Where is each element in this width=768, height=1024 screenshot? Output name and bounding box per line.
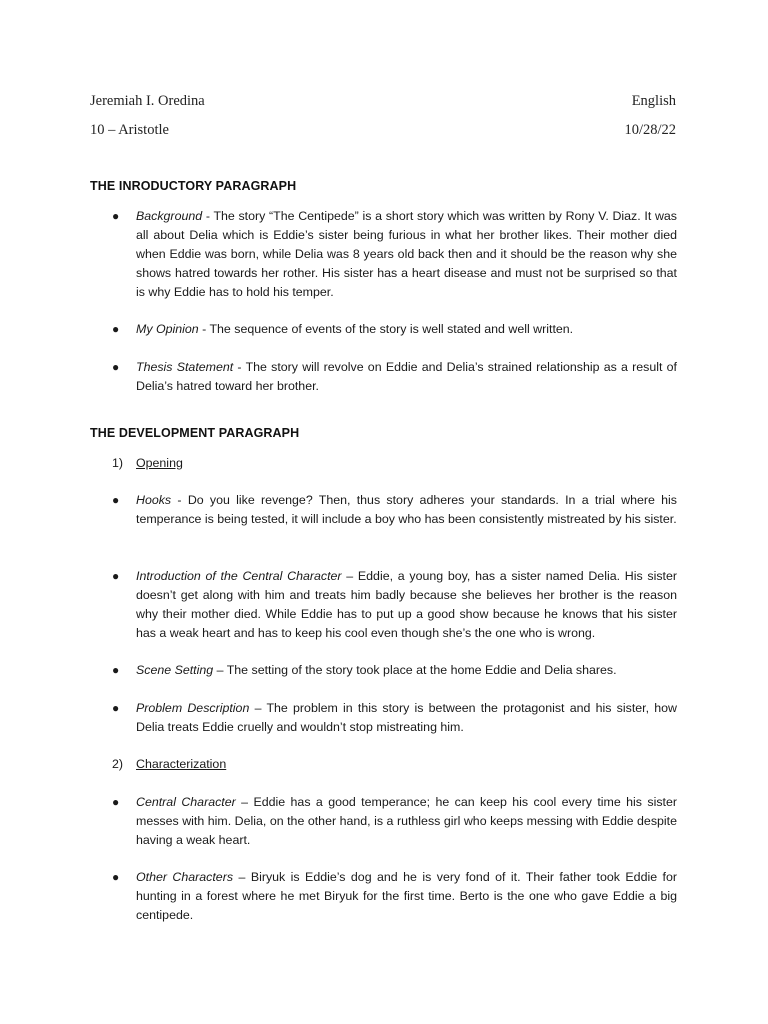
bullet-icon: ● [112,701,120,715]
bullet-icon: ● [112,870,120,884]
item-text: The problem in this story is between the protagonist and his sister, how Delia treats Eddie cruelly and wouldn’t stop mistreating him. [136,701,677,734]
item-label: Introduction of the Central Character [136,569,342,583]
intro-heading: THE INRODUCTORY PARAGRAPH [90,179,297,193]
item-text: Do you like revenge? Then, thus story adheres your standards. In a trial where his temperance is being tested, it will include a boy who has been consistently mistreated by his sister. [136,493,677,526]
bullet-icon: ● [112,663,120,677]
item-label: Central Character [136,795,236,809]
development-heading: THE DEVELOPMENT PARAGRAPH [90,426,300,440]
list-item-problem-description [90,699,677,737]
item-label: Background [136,209,203,223]
item-label: Problem Description [136,701,250,715]
item-separator: - [202,209,214,223]
item-separator: - [198,322,210,336]
item-separator: – [341,569,358,583]
item-separator: – [249,701,267,715]
item-text: The setting of the story took place at the home Eddie and Delia shares. [226,663,617,677]
bullet-icon: ● [112,322,120,336]
section-number: 2) [112,757,124,771]
list-item-central-character-intro [90,567,677,643]
list-item-scene-setting [90,661,677,680]
item-label: My Opinion [136,322,199,336]
item-text: The story will revolve on Eddie and Delia’s strained relationship as a result of Delia’s hatred toward her brother. [136,360,677,393]
item-label: Hooks [136,493,172,507]
item-label: Scene Setting [136,663,214,677]
item-text: Biryuk is Eddie’s dog and he is very fond of it. Their father took Eddie for hunting in a forest where he met Biryuk for the first time. Berto is the one who gave Eddie a big centipede. [136,870,678,922]
item-text: Eddie has a good temperance; he can keep his cool every time his sister messes with him. Delia, on the other hand, is a ruthless girl who keeps messing with Eddie despite having a weak heart. [136,795,677,847]
bullet-icon: ● [112,569,120,583]
item-separator: - [171,493,188,507]
bullet-icon: ● [112,795,120,809]
bullet-icon: ● [112,209,120,223]
item-text: Eddie, a young boy, has a sister named Delia. His sister doesn’t get along with him and treats him badly because she believes her brother is the reason why their mother died. While Eddie has to put up a good show because he knows that his sister has a weak heart and has to keep his cool even though she’s the one who is wrong. [136,569,677,640]
item-separator: – [233,870,251,884]
bullet-icon: ● [112,493,120,507]
author-name: Jeremiah I. Oredina [90,93,205,109]
section-title: Characterization [136,757,227,771]
section-title: Opening [136,456,183,470]
bullet-icon: ● [112,360,120,374]
item-text: The story “The Centipede” is a short story which was written by Rony V. Diaz. It was all about Delia which is Eddie’s sister being furious in what her brother likes. Their mother died when Eddie was born, while Delia was 8 years old back then and it should be the reason why she shows hatred towards her rother. His sister has a heart disease and must not be surprised so that is why Eddie has to hold his temper. [136,209,677,299]
list-item-other-characters [90,868,677,925]
subject: English [631,93,676,109]
class-section: 10 – Aristotle [90,122,169,138]
section-opening [112,454,183,473]
item-label: Other Characters [136,870,234,884]
list-item-thesis [90,358,677,396]
list-item-central-character [90,793,677,850]
list-item-background [90,207,677,302]
date: 10/28/22 [624,122,676,138]
item-label: Thesis Statement [136,360,234,374]
section-number: 1) [112,456,124,470]
list-item-my-opinion [90,320,677,339]
item-separator: – [213,663,227,677]
item-separator: – [235,795,254,809]
item-text: The sequence of events of the story is well stated and well written. [209,322,574,336]
item-separator: - [233,360,246,374]
section-characterization [112,755,226,774]
list-item-hooks [90,491,677,529]
